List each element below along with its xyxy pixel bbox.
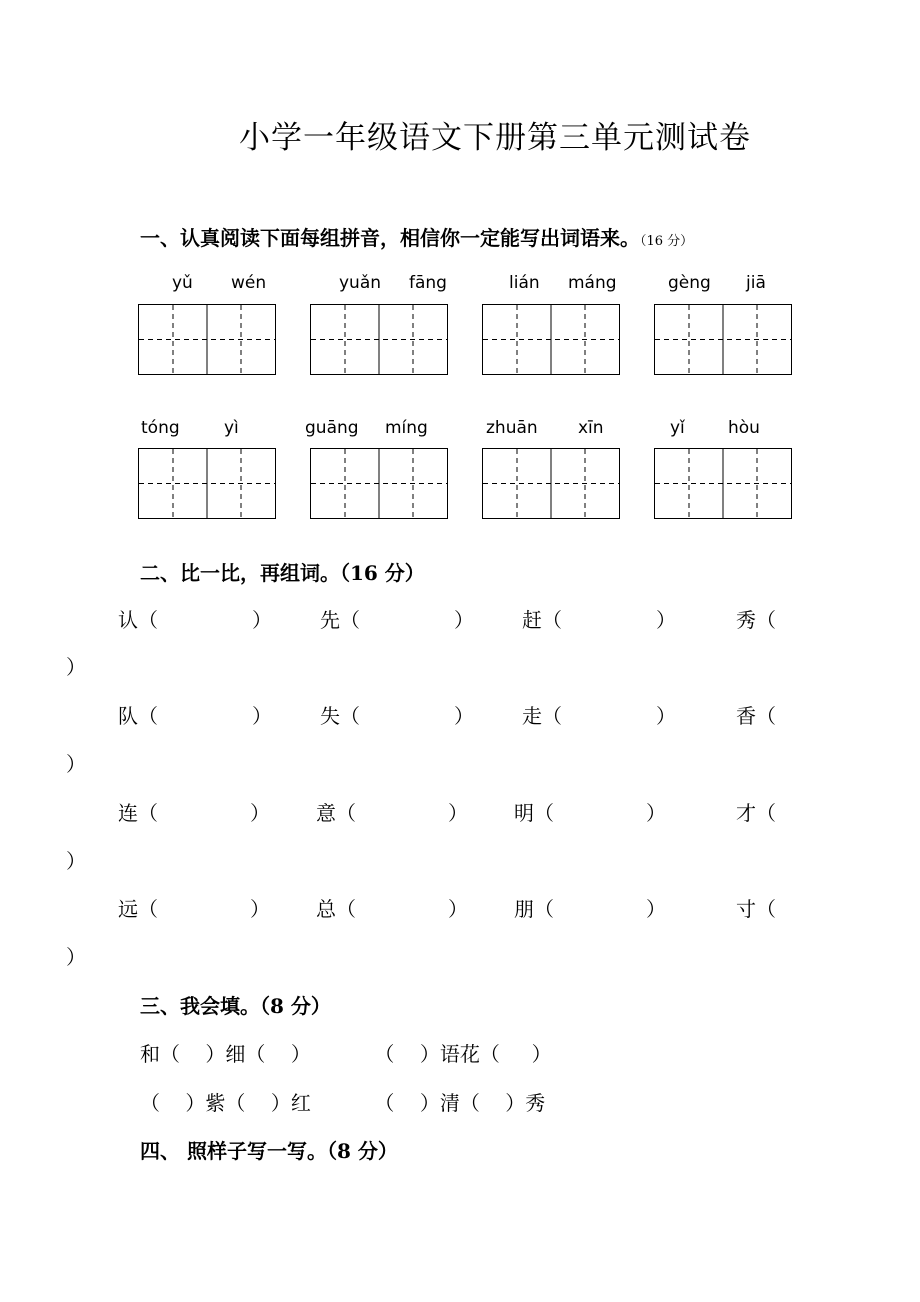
- pinyin: míng: [385, 418, 428, 438]
- pinyin: gèng: [668, 273, 711, 293]
- word-char: 认（: [118, 608, 158, 632]
- pinyin: jiā: [746, 273, 766, 293]
- close-paren: ）: [252, 704, 272, 728]
- word-char: 赶（: [522, 608, 562, 632]
- writing-box[interactable]: [138, 448, 276, 519]
- pinyin: yǐ: [670, 418, 685, 438]
- section3-heading: 三、我会填。（8 分）: [140, 994, 331, 1018]
- section1-heading: [140, 222, 693, 251]
- word-char: 连（: [118, 801, 158, 825]
- pinyin: hòu: [728, 418, 760, 438]
- word-char: 先（: [320, 608, 360, 632]
- section1-heading-text: 一、认真阅读下面每组拼音，相信你一定能写出词语来。: [140, 226, 640, 250]
- close-paren: ）: [646, 801, 666, 825]
- close-paren: ）: [252, 608, 272, 632]
- writing-box[interactable]: [482, 304, 620, 375]
- writing-box[interactable]: [654, 448, 792, 519]
- writing-box[interactable]: [654, 304, 792, 375]
- word-char: 走（: [522, 704, 562, 728]
- pinyin: zhuān: [486, 418, 538, 438]
- grid-lines: [139, 305, 275, 374]
- section1-points: （16 分）: [640, 234, 694, 249]
- close-paren: ）: [66, 752, 86, 776]
- pinyin: lián: [509, 273, 540, 293]
- word-char: 秀（: [736, 608, 776, 632]
- page-title: 小学一年级语文下册第三单元测试卷: [239, 120, 751, 156]
- writing-box[interactable]: [310, 304, 448, 375]
- pinyin: tóng: [141, 418, 180, 438]
- close-paren: ）: [454, 704, 474, 728]
- word-char: 队（: [118, 704, 158, 728]
- close-paren: ）: [656, 608, 676, 632]
- pinyin: yì: [224, 418, 239, 438]
- section2-heading: 二、比一比，再组词。（16 分）: [140, 561, 425, 585]
- close-paren: ）: [66, 655, 86, 679]
- pinyin: wén: [231, 273, 267, 293]
- writing-box[interactable]: [310, 448, 448, 519]
- close-paren: ）: [454, 608, 474, 632]
- word-char: 远（: [118, 897, 158, 921]
- close-paren: ）: [250, 801, 270, 825]
- close-paren: ）: [250, 897, 270, 921]
- word-char: 香（: [736, 704, 776, 728]
- close-paren: ）: [646, 897, 666, 921]
- grid-lines: [655, 305, 791, 374]
- grid-lines: [139, 449, 275, 518]
- word-char: 明（: [514, 801, 554, 825]
- pinyin: xīn: [578, 418, 604, 438]
- grid-lines: [483, 305, 619, 374]
- writing-box[interactable]: [138, 304, 276, 375]
- word-char: 朋（: [514, 897, 554, 921]
- fill-line: 和（ ）细（ ） （ ）语花（ ）: [140, 1042, 552, 1066]
- word-char: 寸（: [736, 897, 776, 921]
- pinyin: yuǎn: [339, 273, 382, 293]
- close-paren: ）: [66, 945, 86, 969]
- word-char: 意（: [316, 801, 356, 825]
- word-char: 失（: [320, 704, 360, 728]
- section4-heading: 四、 照样子写一写。（8 分）: [140, 1139, 398, 1163]
- close-paren: ）: [656, 704, 676, 728]
- close-paren: ）: [448, 801, 468, 825]
- grid-lines: [483, 449, 619, 518]
- word-char: 总（: [316, 897, 356, 921]
- pinyin: yǔ: [172, 273, 193, 293]
- close-paren: ）: [448, 897, 468, 921]
- grid-lines: [311, 305, 447, 374]
- word-char: 才（: [736, 801, 776, 825]
- writing-box[interactable]: [482, 448, 620, 519]
- fill-line: （ ）紫（ ）红 （ ）清（ ）秀: [140, 1091, 546, 1115]
- pinyin: guāng: [305, 418, 359, 438]
- grid-lines: [655, 449, 791, 518]
- pinyin: máng: [568, 273, 617, 293]
- pinyin: fāng: [409, 273, 447, 293]
- grid-lines: [311, 449, 447, 518]
- close-paren: ）: [66, 849, 86, 873]
